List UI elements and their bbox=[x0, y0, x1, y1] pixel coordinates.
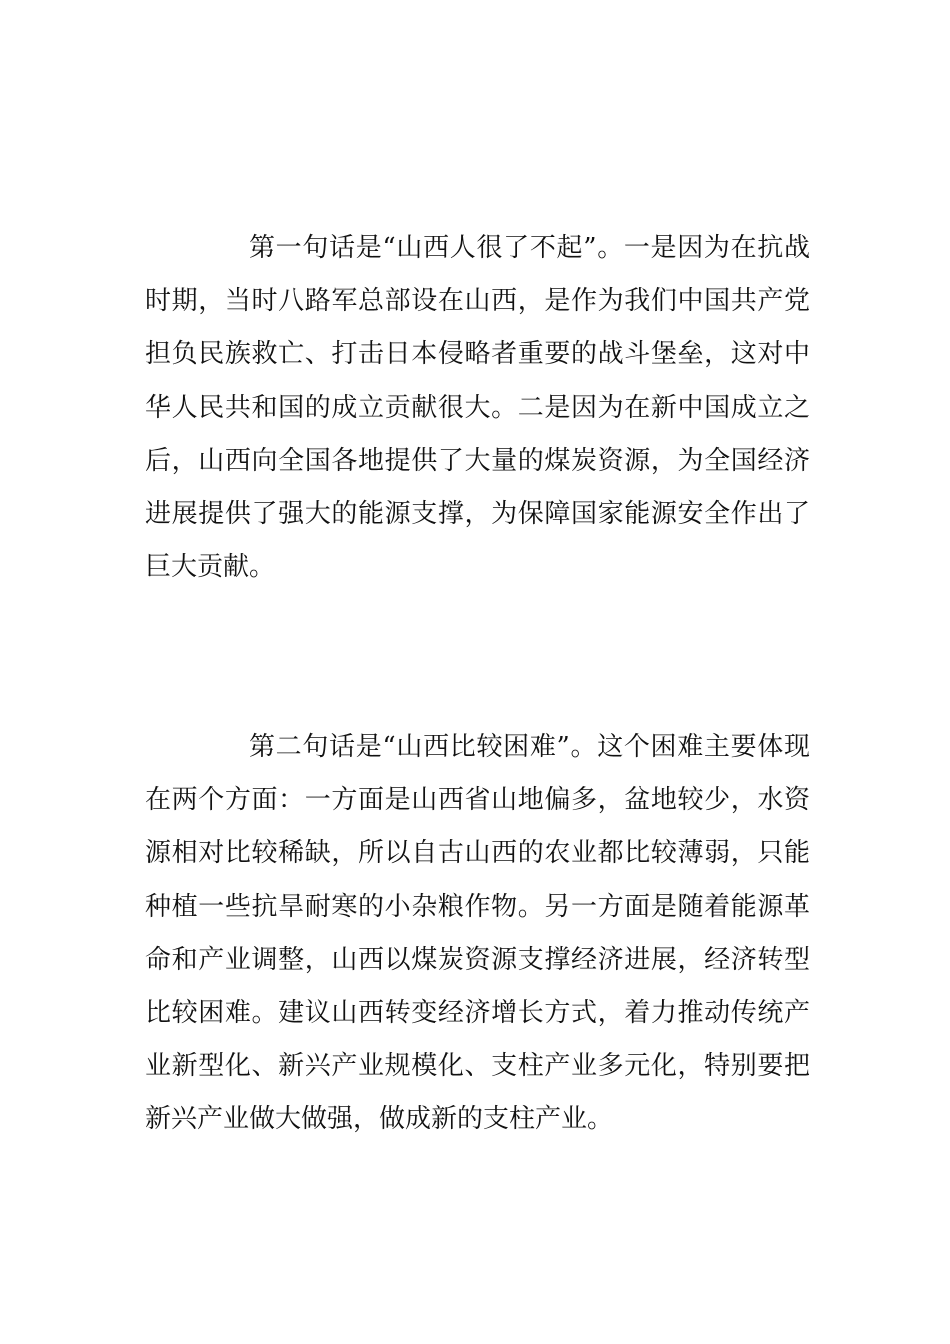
paragraph-shanxi-people-remarkable: 第一句话是“山西人很了不起”。一是因为在抗战时期，当时八路军总部设在山西，是作为我们中国共产党担负民族救亡、打击日本侵略者重要的战斗堡垒，这对中华人民共和国的成立贡献很大。二是因为在新中国成立之后，山西向全国各地提供了大量的煤炭资源，为全国经济进展提供了强大的能源支撑，为保障国家能源安全作出了巨大贡献。 bbox=[145, 233, 810, 583]
paragraph-shanxi-difficulties: 第二句话是“山西比较困难”。这个困难主要体现在两个方面：一方面是山西省山地偏多，盆地较少，水资源相对比较稀缺，所以自古山西的农业都比较薄弱，只能种植一些抗旱耐寒的小杂粮作物。另一方面是随着能源革命和产业调整，山西以煤炭资源支撑经济进展，经济转型比较困难。建议山西转变经济增长方式，着力推动传统产业新型化、新兴产业规模化、支柱产业多元化，特别要把新兴产业做大做强，做成新的支柱产业。 bbox=[145, 732, 810, 1135]
